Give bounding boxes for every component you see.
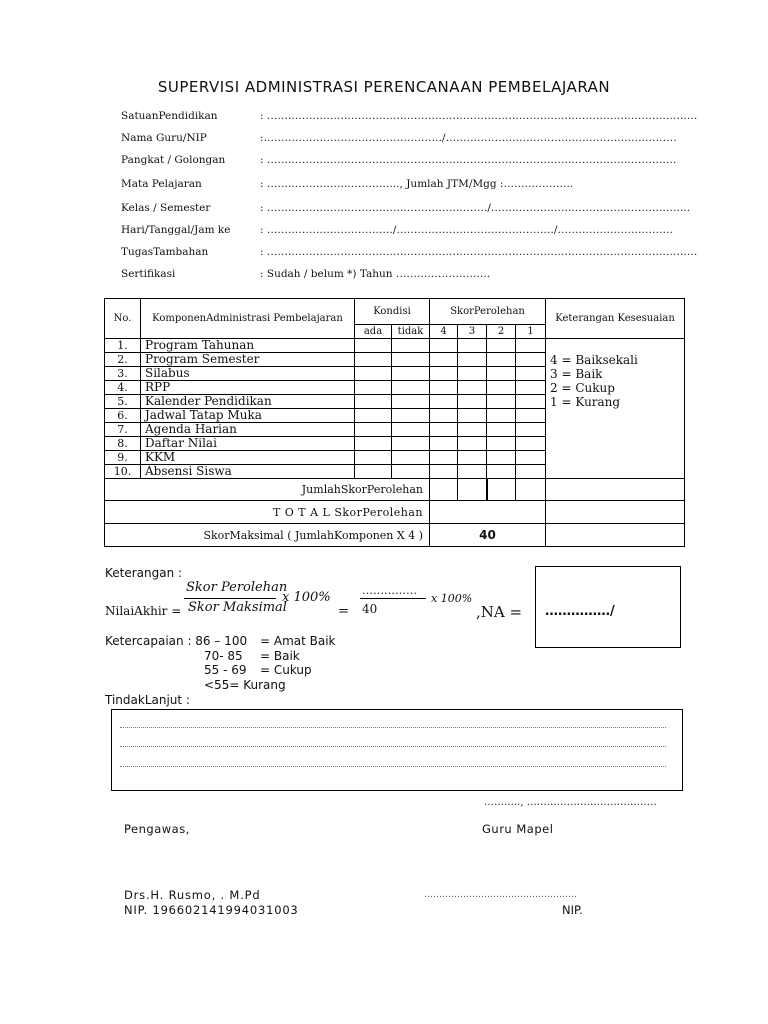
cell-ada[interactable] bbox=[355, 409, 392, 423]
cell-score-3[interactable] bbox=[458, 367, 487, 381]
field-label: SatuanPendidikan bbox=[121, 110, 218, 122]
cell-score-4[interactable] bbox=[430, 409, 458, 423]
row-number: 1. bbox=[105, 339, 141, 353]
place-date: ……….., ………………………………… bbox=[484, 797, 657, 808]
header-score-2: 2 bbox=[487, 325, 516, 339]
tindak-lanjut-box[interactable] bbox=[111, 709, 683, 791]
row-number: 9. bbox=[105, 451, 141, 465]
formula-numerator-blank: …………… bbox=[362, 584, 417, 597]
formula-times: x 100% bbox=[282, 590, 331, 605]
formula-denominator: Skor Maksimal bbox=[188, 600, 287, 615]
cell-tidak[interactable] bbox=[392, 451, 430, 465]
cell-score-4[interactable] bbox=[430, 339, 458, 353]
row-number: 2. bbox=[105, 353, 141, 367]
field-value: : ……………………………………………………………………………………………………… bbox=[260, 154, 677, 166]
na-label: ,NA = bbox=[476, 603, 523, 621]
cell-score-4[interactable] bbox=[430, 381, 458, 395]
cell-score-3[interactable] bbox=[458, 353, 487, 367]
ketercapaian-label: Ketercapaian : 86 – 100 bbox=[105, 634, 248, 648]
cell-tidak[interactable] bbox=[392, 423, 430, 437]
cell-score-2[interactable] bbox=[487, 465, 516, 479]
field-label: Sertifikasi bbox=[121, 268, 176, 280]
cell-score-2[interactable] bbox=[487, 381, 516, 395]
legend-cell bbox=[546, 339, 685, 479]
cell-ada[interactable] bbox=[355, 451, 392, 465]
row-item: Agenda Harian bbox=[141, 423, 355, 437]
table-row bbox=[105, 339, 685, 353]
row-item: Jadwal Tatap Muka bbox=[141, 409, 355, 423]
header-tidak: tidak bbox=[392, 325, 430, 339]
ketercapaian-range: 55 - 69 bbox=[204, 663, 247, 677]
jumlah-score-4[interactable] bbox=[430, 479, 458, 501]
header-score-3: 3 bbox=[458, 325, 487, 339]
cell-tidak[interactable] bbox=[392, 409, 430, 423]
cell-score-2[interactable] bbox=[487, 423, 516, 437]
formula-fraction-line-2 bbox=[360, 598, 426, 599]
jumlah-score-2[interactable] bbox=[487, 479, 516, 501]
na-value: ……………/ bbox=[545, 604, 615, 619]
cell-score-3[interactable] bbox=[458, 423, 487, 437]
header-keterangan: Keterangan Kesesuaian bbox=[546, 299, 685, 339]
row-item: Program Semester bbox=[141, 353, 355, 367]
cell-score-1[interactable] bbox=[516, 353, 546, 367]
jumlah-row bbox=[105, 479, 685, 501]
field-value: : ……………………………….., Jumlah JTM/Mgg :……………….. bbox=[260, 178, 574, 190]
nilai-akhir-label: NilaiAkhir = bbox=[105, 604, 182, 618]
cell-score-1[interactable] bbox=[516, 437, 546, 451]
cell-score-4[interactable] bbox=[430, 395, 458, 409]
formula-fraction-line bbox=[184, 598, 276, 599]
cell-tidak[interactable] bbox=[392, 339, 430, 353]
row-number: 4. bbox=[105, 381, 141, 395]
row-item: Daftar Nilai bbox=[141, 437, 355, 451]
pengawas-name: Drs.H. Rusmo, . M.Pd bbox=[124, 888, 261, 902]
header-no: No. bbox=[105, 299, 141, 339]
formula-denominator-40: 40 bbox=[362, 602, 378, 616]
cell-score-2[interactable] bbox=[487, 437, 516, 451]
assessment-table bbox=[104, 298, 685, 547]
legend-item: 4 = Baiksekali bbox=[550, 353, 638, 367]
cell-score-4[interactable] bbox=[430, 437, 458, 451]
tindak-lanjut-line bbox=[120, 746, 666, 747]
field-value: : Sudah / belum *) Tahun ……………………… bbox=[260, 268, 491, 280]
header-kondisi: Kondisi bbox=[355, 299, 430, 325]
field-value: :……………………………………………/………………………………………………………… bbox=[260, 132, 677, 144]
field-label: Hari/Tanggal/Jam ke bbox=[121, 224, 231, 236]
max-value: 40 bbox=[430, 524, 546, 547]
row-item: Silabus bbox=[141, 367, 355, 381]
field-value: : …………………………………………………………………………………………………………… bbox=[260, 110, 698, 122]
cell-score-1[interactable] bbox=[516, 395, 546, 409]
cell-score-3[interactable] bbox=[458, 339, 487, 353]
legend-item: 3 = Baik bbox=[550, 367, 603, 381]
cell-tidak[interactable] bbox=[392, 437, 430, 451]
cell-score-1[interactable] bbox=[516, 339, 546, 353]
cell-score-4[interactable] bbox=[430, 367, 458, 381]
cell-tidak[interactable] bbox=[392, 381, 430, 395]
total-value[interactable] bbox=[430, 501, 546, 524]
ketercapaian-kurang: <55= Kurang bbox=[204, 678, 286, 692]
field-label: Pangkat / Golongan bbox=[121, 154, 226, 166]
cell-score-4[interactable] bbox=[430, 353, 458, 367]
cell-ada[interactable] bbox=[355, 353, 392, 367]
cell-tidak[interactable] bbox=[392, 395, 430, 409]
jumlah-label: JumlahSkorPerolehan bbox=[105, 479, 430, 501]
keterangan-label: Keterangan : bbox=[105, 566, 183, 580]
guru-nip: NIP. bbox=[562, 903, 583, 917]
field-value: : …………………………………………………………………………………………………………… bbox=[260, 246, 698, 258]
formula-numerator: Skor Perolehan bbox=[186, 580, 288, 595]
cell-score-3[interactable] bbox=[458, 465, 487, 479]
cell-score-2[interactable] bbox=[487, 451, 516, 465]
cell-ada[interactable] bbox=[355, 423, 392, 437]
field-label: Kelas / Semester bbox=[121, 202, 211, 214]
cell-tidak[interactable] bbox=[392, 367, 430, 381]
total-keterangan bbox=[546, 501, 685, 524]
jumlah-score-1[interactable] bbox=[516, 479, 546, 501]
ketercapaian-cukup: = Cukup bbox=[260, 663, 312, 677]
cell-score-1[interactable] bbox=[516, 381, 546, 395]
cell-score-2[interactable] bbox=[487, 367, 516, 381]
page-title: SUPERVISI ADMINISTRASI PERENCANAAN PEMBELAJARAN bbox=[157, 78, 611, 96]
max-row bbox=[105, 524, 685, 547]
cell-tidak[interactable] bbox=[392, 465, 430, 479]
cell-score-3[interactable] bbox=[458, 395, 487, 409]
tindak-lanjut-label: TindakLanjut : bbox=[105, 693, 190, 707]
jumlah-keterangan bbox=[546, 479, 685, 501]
total-label: T O T A L SkorPerolehan bbox=[105, 501, 430, 524]
cell-ada[interactable] bbox=[355, 395, 392, 409]
row-item: Kalender Pendidikan bbox=[141, 395, 355, 409]
pengawas-label: Pengawas, bbox=[124, 822, 190, 836]
max-label: SkorMaksimal ( JumlahKomponen X 4 ) bbox=[105, 524, 430, 547]
tindak-lanjut-line bbox=[120, 766, 666, 767]
row-number: 7. bbox=[105, 423, 141, 437]
header-komponen: KomponenAdministrasi Pembelajaran bbox=[141, 299, 355, 339]
field-value: : ………………………………/………………………………………/…………………………… bbox=[260, 224, 673, 236]
cell-score-2[interactable] bbox=[487, 339, 516, 353]
cell-tidak[interactable] bbox=[392, 353, 430, 367]
cell-score-2[interactable] bbox=[487, 395, 516, 409]
formula-times-2: x 100% bbox=[431, 592, 473, 605]
ketercapaian-range: 70- 85 bbox=[204, 649, 243, 663]
tindak-lanjut-line bbox=[120, 727, 666, 728]
cell-score-3[interactable] bbox=[458, 381, 487, 395]
header-score-1: 1 bbox=[516, 325, 546, 339]
cell-ada[interactable] bbox=[355, 367, 392, 381]
cell-ada[interactable] bbox=[355, 339, 392, 353]
row-number: 10. bbox=[105, 465, 141, 479]
field-label: Mata Pelajaran bbox=[121, 178, 202, 190]
cell-score-3[interactable] bbox=[458, 409, 487, 423]
formula-equals: = bbox=[338, 604, 349, 619]
legend-item: 2 = Cukup bbox=[550, 381, 615, 395]
cell-score-1[interactable] bbox=[516, 409, 546, 423]
cell-score-1[interactable] bbox=[516, 423, 546, 437]
total-row bbox=[105, 501, 685, 524]
field-value: : ………………………………………………………/………………………………………………… bbox=[260, 202, 691, 214]
cell-ada[interactable] bbox=[355, 437, 392, 451]
guru-mapel-label: Guru Mapel bbox=[482, 822, 554, 836]
max-keterangan bbox=[546, 524, 685, 547]
cell-score-4[interactable] bbox=[430, 451, 458, 465]
cell-score-3[interactable] bbox=[458, 451, 487, 465]
cell-score-4[interactable] bbox=[430, 423, 458, 437]
cell-score-3[interactable] bbox=[458, 437, 487, 451]
row-number: 5. bbox=[105, 395, 141, 409]
ketercapaian-baik: = Baik bbox=[260, 649, 300, 663]
cell-ada[interactable] bbox=[355, 465, 392, 479]
field-label: TugasTambahan bbox=[121, 246, 209, 258]
cell-score-2[interactable] bbox=[487, 353, 516, 367]
jumlah-score-3[interactable] bbox=[458, 479, 487, 501]
row-item: Program Tahunan bbox=[141, 339, 355, 353]
cell-ada[interactable] bbox=[355, 381, 392, 395]
row-number: 6. bbox=[105, 409, 141, 423]
row-number: 3. bbox=[105, 367, 141, 381]
cell-score-1[interactable] bbox=[516, 367, 546, 381]
cell-score-2[interactable] bbox=[487, 409, 516, 423]
header-skor: SkorPerolehan bbox=[430, 299, 546, 325]
cell-score-4[interactable] bbox=[430, 465, 458, 479]
legend-item: 1 = Kurang bbox=[550, 395, 621, 409]
pengawas-nip: NIP. 196602141994031003 bbox=[124, 903, 299, 917]
cell-score-1[interactable] bbox=[516, 451, 546, 465]
row-item: KKM bbox=[141, 451, 355, 465]
header-score-4: 4 bbox=[430, 325, 458, 339]
row-item: Absensi Siswa bbox=[141, 465, 355, 479]
cell-score-1[interactable] bbox=[516, 465, 546, 479]
row-item: RPP bbox=[141, 381, 355, 395]
field-label: Nama Guru/NIP bbox=[121, 132, 207, 144]
row-number: 8. bbox=[105, 437, 141, 451]
ketercapaian-amat-baik: = Amat Baik bbox=[260, 634, 336, 648]
header-ada: ada bbox=[355, 325, 392, 339]
guru-name: …………………………………………… bbox=[424, 890, 577, 900]
